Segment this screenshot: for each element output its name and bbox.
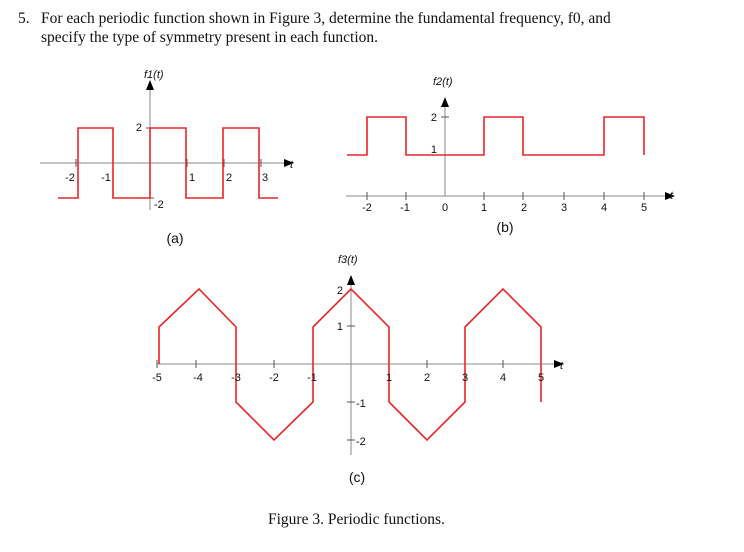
fig-b-xtick-0: 0 xyxy=(441,202,449,214)
fig-c-xtick-neg1: -1 xyxy=(307,372,317,384)
fig-b-x-label: t xyxy=(670,190,674,202)
fig-c-y-label: f3(t) xyxy=(338,254,358,266)
fig-c-ytick-neg1: -1 xyxy=(356,398,366,410)
fig-c-label: (c) xyxy=(348,469,366,485)
fig-c-y-arrow xyxy=(347,275,355,285)
fig-c-ytick-neg2: -2 xyxy=(356,436,366,448)
fig-c-ytick-1: 1 xyxy=(336,321,343,333)
problem-number: 5. xyxy=(18,10,30,27)
fig-b-xtick-3: 3 xyxy=(560,202,568,214)
fig-b-ytick-1: 1 xyxy=(430,144,437,156)
fig-a-xtick-1: 1 xyxy=(188,172,196,184)
fig-b-label: (b) xyxy=(496,219,514,235)
fig-b-xtick-4: 4 xyxy=(600,202,608,214)
fig-c-ytick-2: 2 xyxy=(336,285,343,297)
fig-b-ticks xyxy=(367,117,644,200)
fig-a-y-arrow xyxy=(146,80,154,90)
figure-a xyxy=(40,69,294,246)
fig-a-xtick-neg2: -2 xyxy=(65,172,75,184)
fig-c-xtick-neg2: -2 xyxy=(269,372,279,384)
fig-a-x-label: t xyxy=(290,159,294,171)
fig-b-waveform xyxy=(347,117,644,155)
figure-caption: Figure 3. Periodic functions. xyxy=(268,511,445,528)
fig-c-ticks xyxy=(157,326,541,440)
fig-c-xtick-5: 5 xyxy=(537,372,545,384)
fig-c-xtick-neg5: -5 xyxy=(152,372,162,384)
fig-b-y-arrow xyxy=(441,97,449,107)
fig-a-xtick-neg1: -1 xyxy=(101,172,111,184)
fig-c-xtick-neg3: -3 xyxy=(231,372,241,384)
fig-b-xtick-neg1: -1 xyxy=(400,202,410,214)
fig-a-xtick-2: 2 xyxy=(225,172,233,184)
fig-a-xtick-3: 3 xyxy=(261,172,269,184)
fig-c-x-label: t xyxy=(560,360,564,372)
fig-c-xtick-3: 3 xyxy=(461,372,469,384)
fig-a-ytick-neg2: -2 xyxy=(154,199,164,211)
fig-a-y-label: f1(t) xyxy=(144,69,164,81)
fig-b-xtick-neg2: -2 xyxy=(362,202,372,214)
fig-a-label: (a) xyxy=(166,230,184,246)
fig-a-ytick-2: 2 xyxy=(135,122,142,134)
fig-c-xtick-neg4: -4 xyxy=(193,372,203,384)
fig-b-ytick-2: 2 xyxy=(430,112,437,124)
problem-line-2: specify the type of symmetry present in each function. xyxy=(41,29,379,46)
fig-b-xtick-5: 5 xyxy=(640,202,648,214)
fig-c-xtick-2: 2 xyxy=(423,372,431,384)
fig-b-y-label: f2(t) xyxy=(433,76,453,88)
fig-b-xtick-2: 2 xyxy=(520,202,528,214)
problem-line-1: For each periodic function shown in Figure 3, determine the fundamental frequency, f0, and xyxy=(41,10,611,27)
figure-b xyxy=(346,76,675,235)
fig-c-xtick-1: 1 xyxy=(385,372,393,384)
figure-c xyxy=(152,254,564,485)
fig-c-xtick-4: 4 xyxy=(499,372,507,384)
fig-b-xtick-1: 1 xyxy=(480,202,488,214)
